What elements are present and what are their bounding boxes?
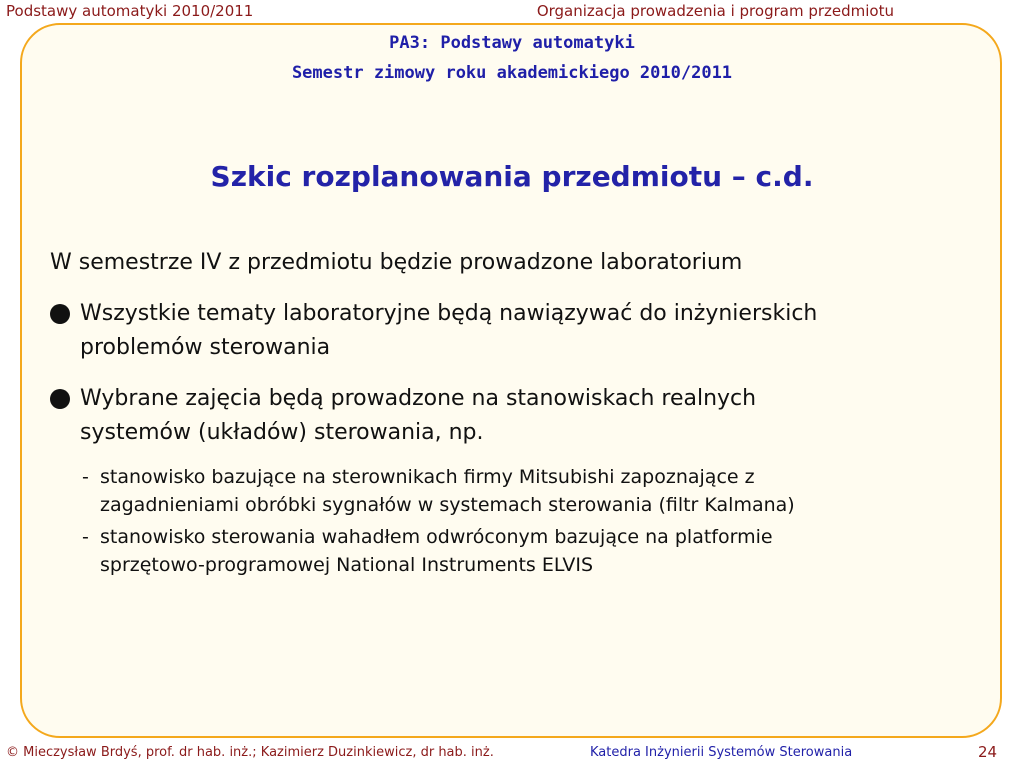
bullet-item-2 [80,382,970,450]
bullet-item-1-line2: problemów sterowania [80,335,331,360]
sub-item-1 [82,463,982,519]
dash-marker: - [82,526,89,548]
header-course-title: Podstawy automatyki 2010/2011 [6,2,254,20]
bullet-item-1 [80,297,970,365]
bullet-dot-icon [50,389,70,409]
page-number: 24 [978,743,998,761]
footer-authors: © Mieczysław Brdyś, prof. dr hab. inż.; Kazimierz Duzinkiewicz, dr hab. inż. [6,745,494,760]
bullet-dot-icon [50,304,70,324]
sub-item-2-line1: stanowisko sterowania wahadłem odwróconym bazujące na platformie [100,526,773,548]
slide-title: Szkic rozplanowania przedmiotu – c.d. [210,160,814,193]
bullet-item-2-line1: Wybrane zajęcia będą prowadzone na stanowiskach realnych [80,386,757,411]
bullet-item-1-line1: Wszystkie tematy laboratoryjne będą nawiązywać do inżynierskich [80,301,818,326]
sub-item-2 [82,523,982,579]
sub-item-2-line2: sprzętowo-programowej National Instruments ELVIS [100,554,594,576]
dash-marker: - [82,466,89,488]
footer-department: Katedra Inżynierii Systemów Sterowania [590,745,853,760]
sub-item-1-line1: stanowisko bazujące na sterownikach firmy Mitsubishi zapoznające z [100,466,755,488]
slide-subtitle-semester: Semestr zimowy roku akademickiego 2010/2011 [291,63,733,83]
header-section-title: Organizacja prowadzenia i program przedmiotu [536,2,894,20]
bullet-item-2-line2: systemów (układów) sterowania, np. [80,420,484,445]
sub-item-1-line2: zagadnieniami obróbki sygnałów w systemach sterowania (filtr Kalmana) [100,494,795,516]
intro-text: W semestrze IV z przedmiotu będzie prowadzone laboratorium [50,250,743,275]
slide-subtitle-course: PA3: Podstawy automatyki [389,33,635,53]
slide-frame [20,23,1002,738]
